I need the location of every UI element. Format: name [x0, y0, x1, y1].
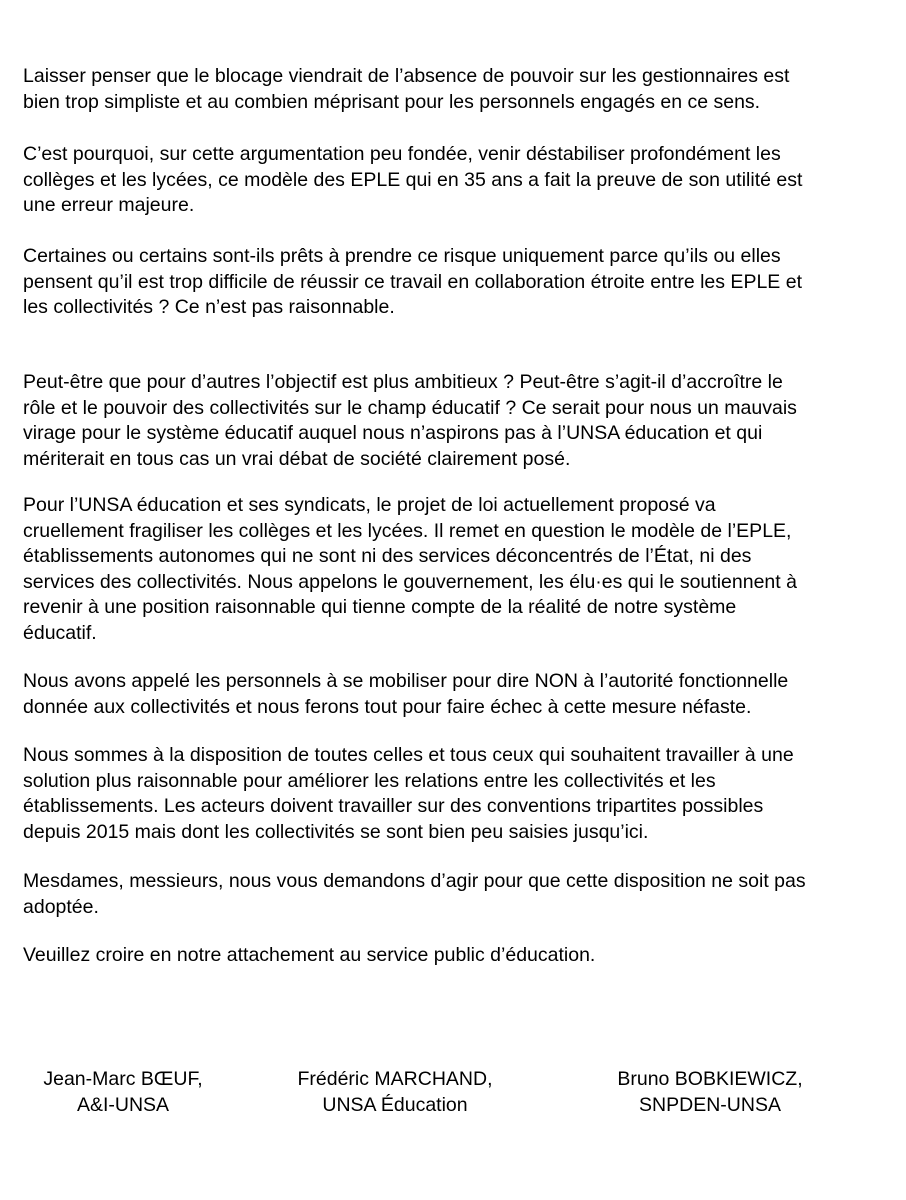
- paragraph-closing: Veuillez croire en notre attachement au service public d’éducation.: [23, 944, 596, 966]
- paragraph-objectif: Peut-être que pour d’autres l’objectif est plus ambitieux ? Peut-être s’agit-il d’accroître le rôle et le pouvoir des collectivités sur le champ éducatif ? Ce serait pour nous un mauvais virage pour le système éducatif auquel nous n’aspirons pas à l’UNSA éducation et qui mériterait en tous cas un vrai débat de société clairement posé.: [23, 371, 797, 470]
- signatory-name: Bruno BOBKIEWICZ,: [617, 1068, 803, 1090]
- signatory-organization: SNPDEN-UNSA: [639, 1093, 781, 1116]
- signature-block-ai-unsa: [18, 1067, 228, 1118]
- signature-block-unsa-education: [275, 1067, 515, 1118]
- paragraph-mobilisation: Nous avons appelé les personnels à se mobiliser pour dire NON à l’autorité fonctionnelle donnée aux collectivités et nous ferons tout pour faire échec à cette mesure néfaste.: [23, 670, 789, 718]
- paragraph-demande: Mesdames, messieurs, nous vous demandons d’agir pour que cette disposition ne soit pas adoptée.: [23, 870, 806, 918]
- paragraph-disposition: Nous sommes à la disposition de toutes celles et tous ceux qui souhaitent travailler à une solution plus raisonnable pour améliorer les relations entre les collectivités et les établissements. Les acteurs doivent travailler sur des conventions tripartites possibles depuis 2015 mais dont les collectivités se sont bien peu saisies jusqu’ici.: [23, 744, 794, 843]
- paragraph-projet-de-loi: Pour l’UNSA éducation et ses syndicats, le projet de loi actuellement proposé va cruellement fragiliser les collèges et les lycées. Il remet en question le modèle de l’EPLE, établissements autonomes qui ne sont ni des services déconcentrés de l’État, ni des services des collectivités. Nous appelons le gouvernement, les élu·es qui le soutiennent à revenir à une position raisonnable qui tienne compte de la réalité de notre système éducatif.: [23, 494, 797, 644]
- signatory-organization: UNSA Éducation: [322, 1093, 468, 1116]
- signatory-organization: A&I-UNSA: [76, 1093, 170, 1116]
- signatory-name: Jean-Marc BŒUF,: [43, 1068, 203, 1090]
- paragraph-gestionnaires: Laisser penser que le blocage viendrait de l’absence de pouvoir sur les gestionnaires est bien trop simpliste et au combien méprisant pour les personnels engagés en ce sens.: [23, 65, 790, 113]
- signatory-name: Frédéric MARCHAND,: [297, 1068, 493, 1090]
- signature-block-snpden-unsa: [595, 1067, 825, 1118]
- paragraph-eple-model: C’est pourquoi, sur cette argumentation peu fondée, venir déstabiliser profondément les collèges et les lycées, ce modèle des EPLE qui en 35 ans a fait la preuve de son utilité est une erreur majeure.: [23, 143, 803, 216]
- paragraph-risque: Certaines ou certains sont-ils prêts à prendre ce risque uniquement parce qu’ils ou elles pensent qu’il est trop difficile de réussir ce travail en collaboration étroite entre les EPLE et les collectivités ? Ce n’est pas raisonnable.: [23, 245, 802, 318]
